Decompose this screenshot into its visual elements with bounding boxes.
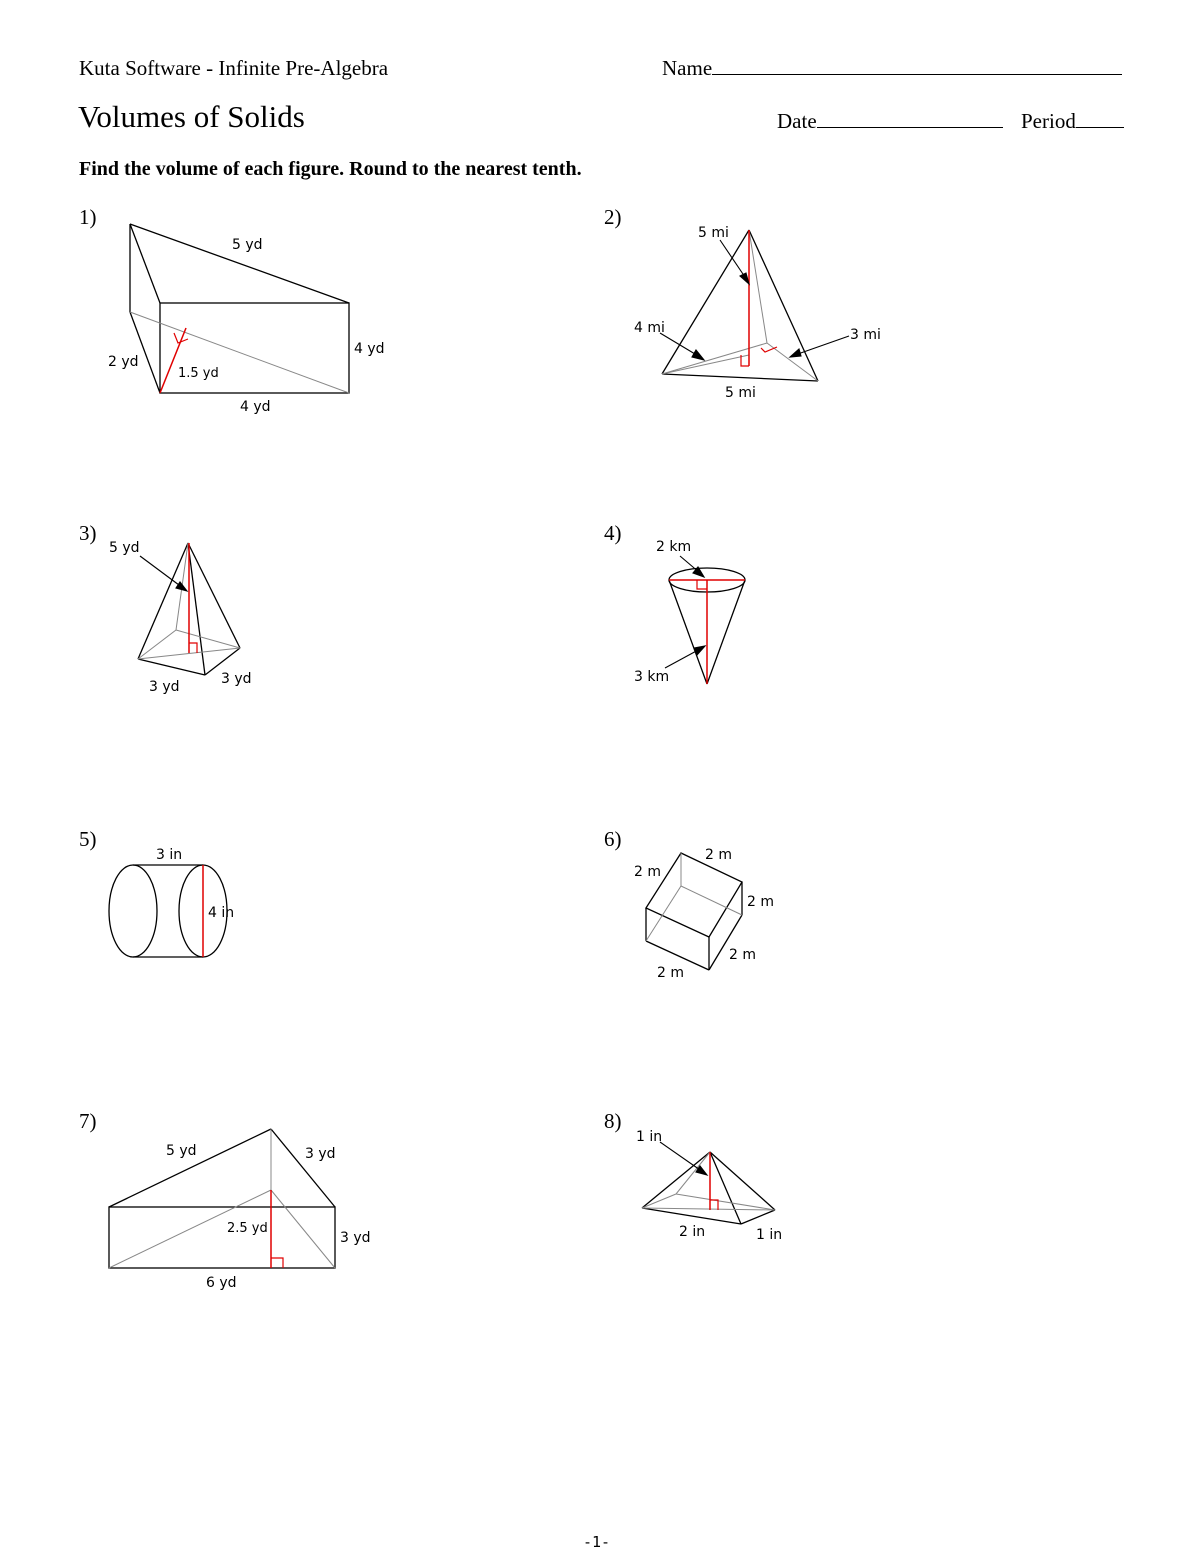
publisher-line: Kuta Software - Infinite Pre-Algebra (79, 56, 389, 80)
figure-4-label-diameter: 2 km (656, 539, 692, 555)
figure-2-label-height: 5 mi (698, 225, 729, 241)
figure-2-label-side: 3 mi (850, 327, 881, 343)
figure-1-label-slant: 5 yd (232, 237, 263, 253)
page-number: -1- (583, 1533, 611, 1551)
problem-7-number: 7) (79, 1109, 97, 1133)
figure-2-label-base: 5 mi (725, 385, 756, 401)
name-label: Name (662, 56, 713, 80)
figure-6-label-5: 2 m (657, 965, 684, 981)
figure-1-label-base: 4 yd (240, 399, 271, 415)
worksheet-title: Volumes of Solids (78, 99, 305, 134)
figure-6-label-3: 2 m (747, 894, 774, 910)
date-label: Date (777, 109, 817, 133)
figure-2-label-base-height: 4 mi (634, 320, 665, 336)
instructions: Find the volume of each figure. Round to the nearest tenth. (79, 158, 582, 180)
problem-8-number: 8) (604, 1109, 622, 1133)
figure-5-label-diameter: 4 in (208, 905, 235, 921)
figure-7-label-base: 6 yd (206, 1275, 237, 1291)
period-label: Period (1021, 109, 1076, 133)
figure-7-label-tri-height: 2.5 yd (227, 1221, 268, 1236)
figure-8-label-width: 1 in (756, 1227, 783, 1243)
problem-5-number: 5) (79, 827, 97, 851)
figure-8-label-height: 1 in (636, 1129, 663, 1145)
problem-6-number: 6) (604, 827, 622, 851)
figure-1-label-height: 4 yd (354, 341, 385, 357)
figure-7-label-slant: 5 yd (166, 1143, 197, 1159)
problem-1-number: 1) (79, 205, 97, 229)
figure-6-label-4: 2 m (729, 947, 756, 963)
figure-3-label-height: 5 yd (109, 540, 140, 556)
figure-1-label-tri-height: 1.5 yd (178, 366, 219, 381)
figure-7-label-side: 3 yd (305, 1146, 336, 1162)
problem-4-number: 4) (604, 521, 622, 545)
figure-3-label-base-side: 3 yd (221, 671, 252, 687)
figure-8-label-length: 2 in (679, 1224, 706, 1240)
figure-5-label-length: 3 in (156, 847, 183, 863)
figure-1-label-side: 2 yd (108, 354, 139, 370)
problem-3-number: 3) (79, 521, 97, 545)
problem-2-number: 2) (604, 205, 622, 229)
figure-4-label-height: 3 km (634, 669, 670, 685)
figure-7-label-height: 3 yd (340, 1230, 371, 1246)
figure-3-label-base-front: 3 yd (149, 679, 180, 695)
figure-6-label-1: 2 m (634, 864, 661, 880)
figure-6-label-2: 2 m (705, 847, 732, 863)
